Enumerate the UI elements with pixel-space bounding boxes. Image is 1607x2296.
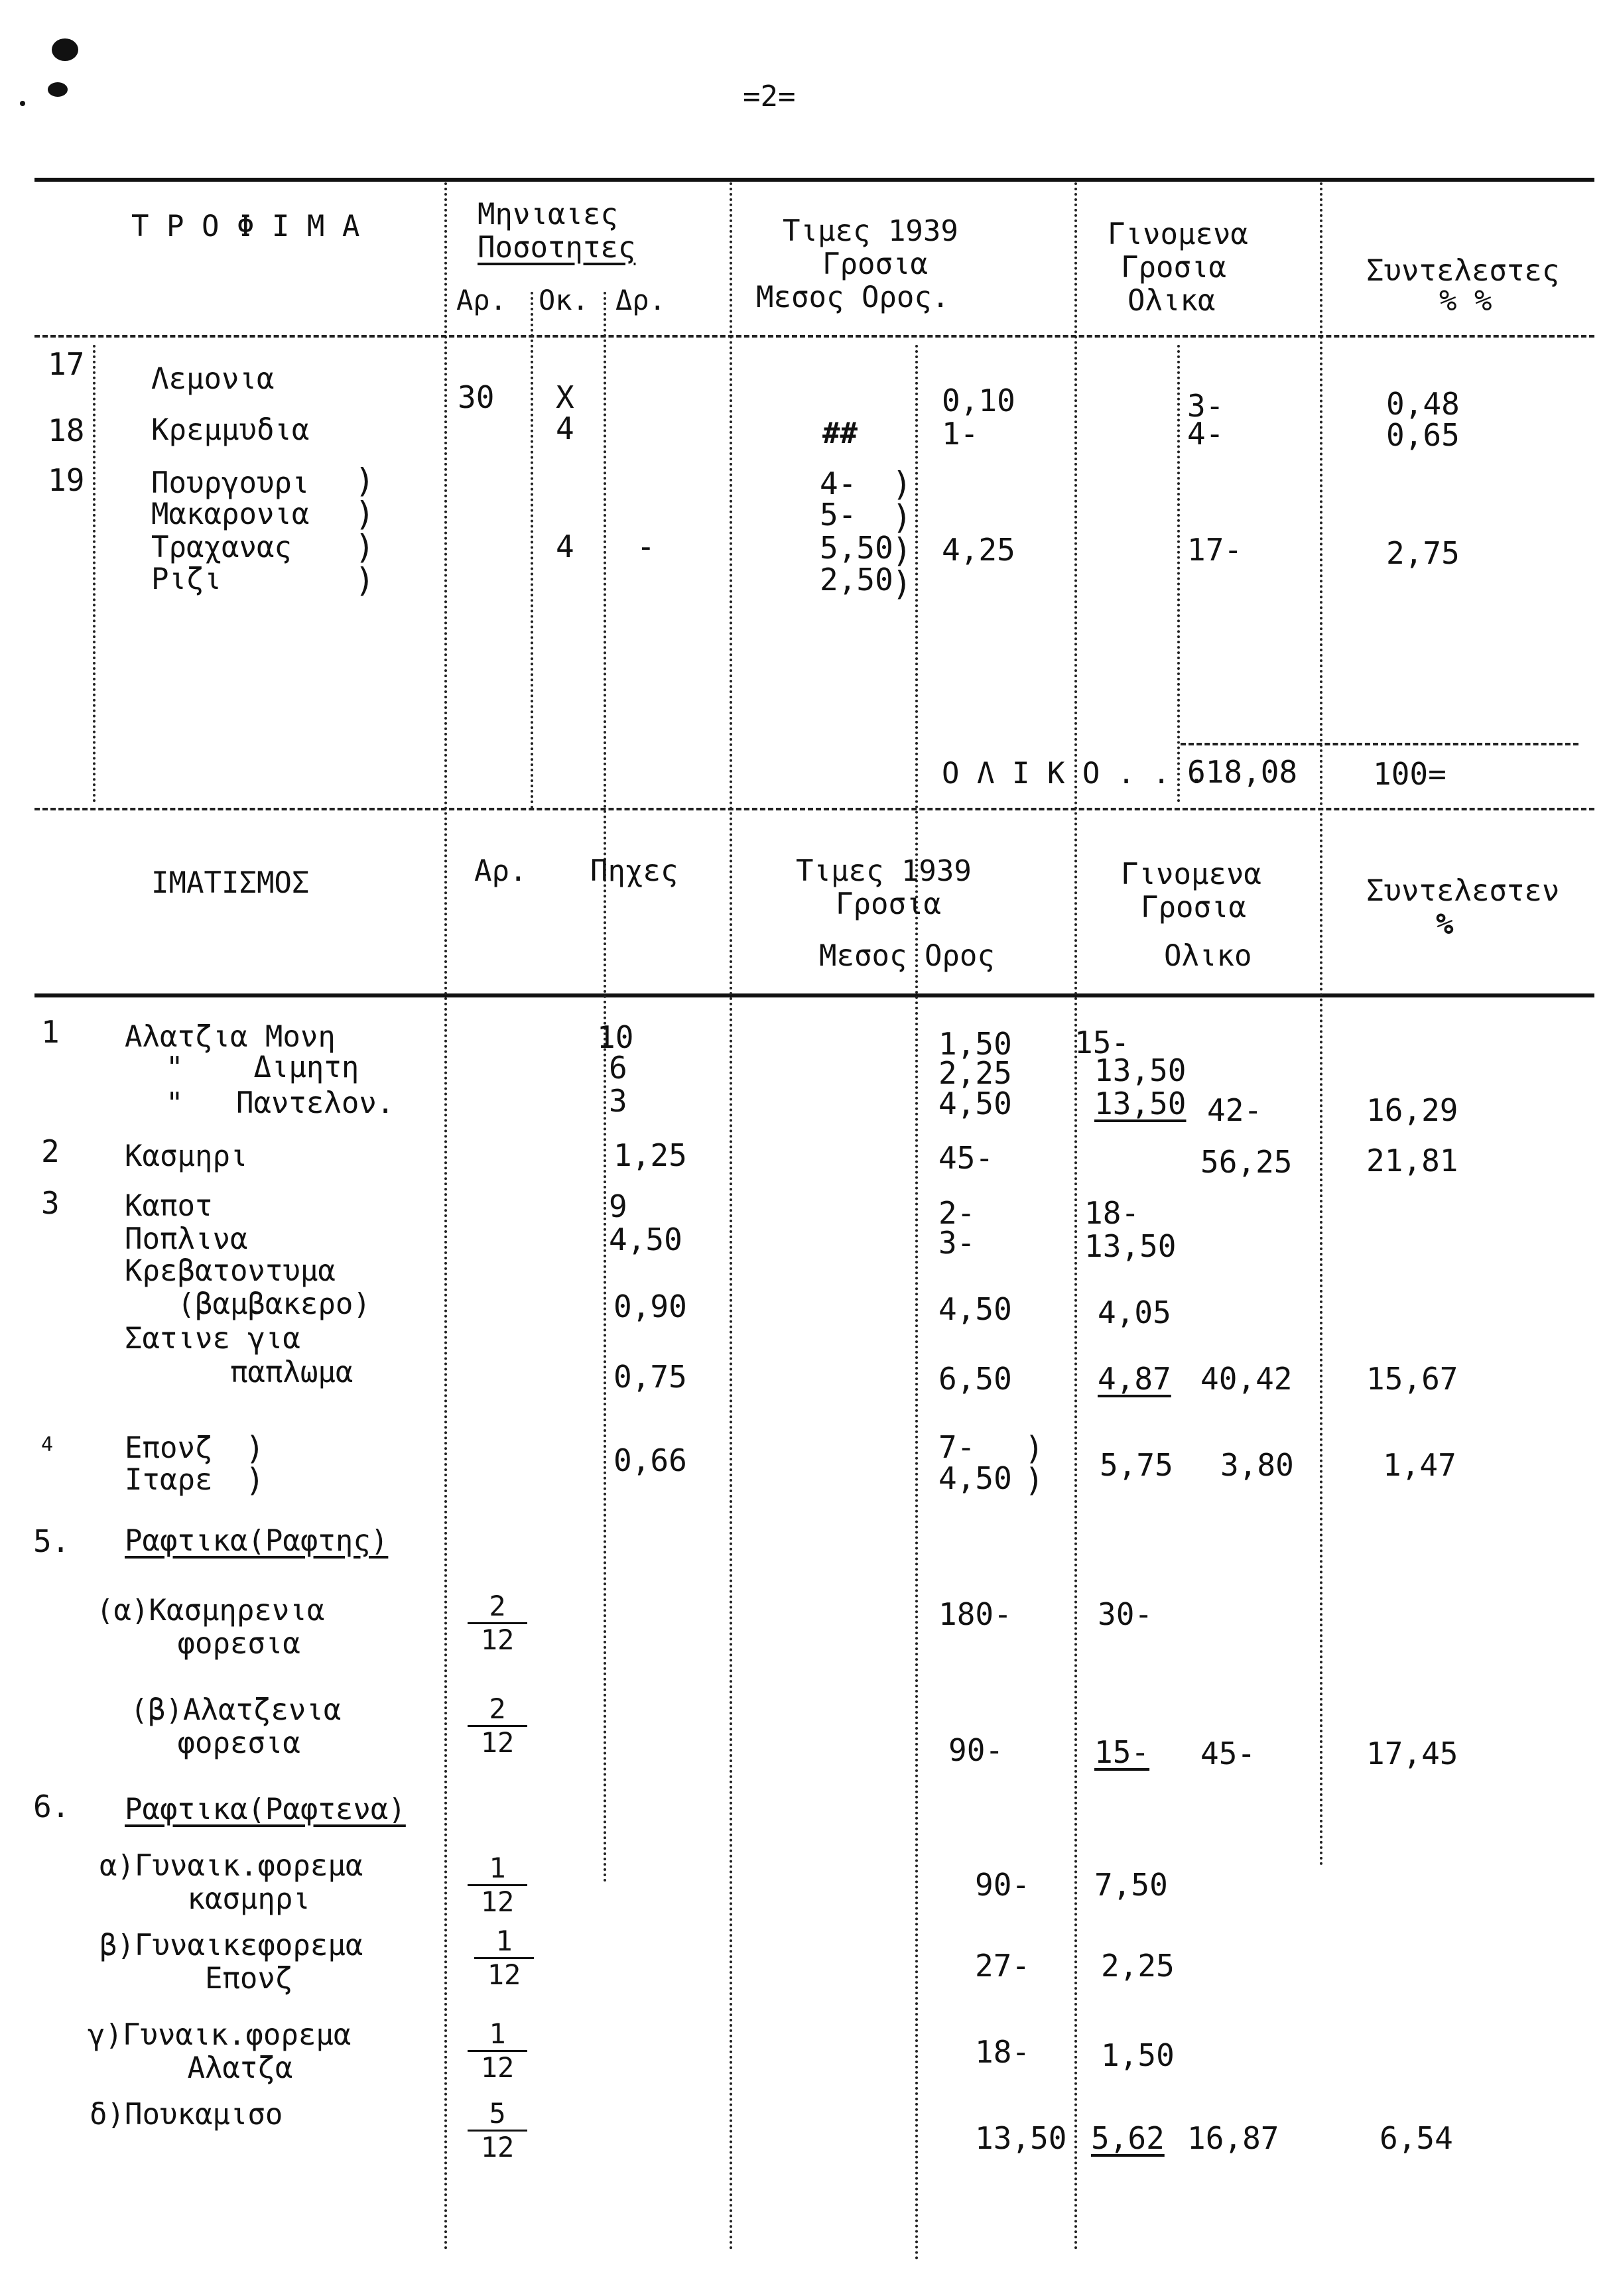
price: 2- xyxy=(938,1195,976,1231)
item-name: Κασμηρι xyxy=(125,1139,248,1173)
brace: ) ) ) ) xyxy=(892,465,913,603)
clothing-results-header: Γροσια xyxy=(1141,891,1246,925)
prices-header: Τιμες 1939 xyxy=(783,214,958,248)
item-name: Ιταρε xyxy=(125,1463,213,1497)
sub-price: 4- xyxy=(820,466,857,501)
item-name: Πουργουρι xyxy=(151,466,310,500)
col-line xyxy=(1074,182,1077,2252)
price: 27- xyxy=(975,1948,1031,1984)
pixes: 0,66 xyxy=(613,1442,687,1478)
results-header: Γροσια xyxy=(1121,251,1226,285)
brace: ) ) ) ) xyxy=(355,462,375,600)
row-number: 19 xyxy=(48,462,85,498)
item-name: Αλατζια Μονη xyxy=(125,1020,336,1054)
product: 15- xyxy=(1094,1734,1150,1770)
clothing-results-header: Ολικο xyxy=(1164,939,1252,973)
qty-ok: X xyxy=(556,379,574,415)
row-number: 1 xyxy=(41,1014,60,1050)
product: 5,75 xyxy=(1100,1447,1173,1483)
price: 6,50 xyxy=(938,1361,1012,1397)
coef: 15,67 xyxy=(1366,1361,1458,1397)
col-line xyxy=(93,345,96,802)
item-name: (β)Αλατζενια xyxy=(113,1693,342,1727)
price: 4,50 xyxy=(938,1086,1012,1121)
item-name: " Διμητη xyxy=(166,1051,359,1084)
clothing-results-header: Γινομενα xyxy=(1121,858,1261,891)
product: 13,50 xyxy=(1094,1086,1187,1121)
item-name: κασμηρι xyxy=(99,1882,310,1916)
result-total: 17- xyxy=(1187,532,1243,568)
coef: 2,75 xyxy=(1386,535,1460,571)
item-name: Λεμονια xyxy=(151,362,275,396)
price-avg: 4,25 xyxy=(942,532,1015,568)
item-name: " Παντελον. xyxy=(166,1086,395,1120)
qty-ar: 30 xyxy=(458,379,495,415)
coef: 0,65 xyxy=(1386,417,1460,453)
monthly-header: Ποσοτητες xyxy=(478,231,636,265)
pixes: 0,90 xyxy=(613,1289,687,1324)
col-line xyxy=(1320,182,1322,1867)
fraction-ar: 2 12 xyxy=(468,1592,527,1655)
prices-header: Γροσια xyxy=(822,247,928,281)
item-name: Μακαρονια xyxy=(151,497,310,531)
col-line xyxy=(531,292,533,809)
pixes: 9 xyxy=(609,1188,627,1224)
price-avg: 0,10 xyxy=(942,383,1015,418)
prices-header: Μεσος Ορος. xyxy=(756,281,950,314)
col-line xyxy=(1177,345,1180,802)
item-name: Κρεμμυδια xyxy=(151,413,310,447)
price: 45- xyxy=(938,1140,994,1176)
item-name: Ποπλινα xyxy=(125,1222,248,1256)
total-coef: 100= xyxy=(1373,756,1446,792)
clothing-prices-header: Τιμες 1939 xyxy=(796,854,972,888)
price-mark: ## xyxy=(822,416,858,450)
row-total: 45- xyxy=(1200,1736,1256,1771)
product: 13,50 xyxy=(1084,1228,1177,1264)
item-name: παπλωμα xyxy=(125,1356,354,1389)
monthly-header: Μηνιαιες xyxy=(478,198,618,231)
coef-header: Συντελεστες xyxy=(1366,254,1560,288)
section-title: Ραφτικα(Ραφτενα) xyxy=(125,1793,406,1826)
sub-price: 5- xyxy=(820,497,857,533)
product: 13,50 xyxy=(1094,1052,1187,1088)
coef: 17,45 xyxy=(1366,1736,1458,1771)
section-title: Ραφτικα(Ραφτης) xyxy=(125,1524,389,1558)
coef-header: % % xyxy=(1439,284,1492,318)
price: 3- xyxy=(938,1225,976,1261)
item-name: γ)Γυναικ.φορεμα xyxy=(88,2018,352,2052)
row-total: 3,80 xyxy=(1220,1447,1294,1483)
result-total: 4- xyxy=(1187,416,1224,452)
brace: ) ) xyxy=(1025,1430,1044,1499)
fraction-ar: 2 12 xyxy=(468,1694,527,1757)
unit-ok: Οκ. xyxy=(539,284,589,316)
item-name: Επονζ xyxy=(125,1431,213,1465)
col-line xyxy=(730,182,732,2252)
row-number: 4 xyxy=(41,1433,54,1456)
qty-ok: 4 xyxy=(556,529,574,564)
product: 2,25 xyxy=(1101,1948,1175,1984)
row-number: 6. xyxy=(33,1789,70,1824)
item-name: Τραχανας xyxy=(151,531,292,564)
item-name: φορεσια xyxy=(125,1726,300,1760)
coef: 1,47 xyxy=(1383,1447,1456,1483)
clothing-prices-header: Γροσια xyxy=(836,887,941,921)
pixes: 1,25 xyxy=(613,1137,687,1173)
price-avg: 1- xyxy=(942,416,979,452)
item-name: α)Γυναικ.φορεμα xyxy=(99,1849,363,1883)
price: 2,25 xyxy=(938,1055,1012,1091)
item-name: Σατινε για xyxy=(125,1322,300,1356)
product: 5,62 xyxy=(1091,2120,1165,2156)
total-label: Ο Λ Ι Κ Ο . . . xyxy=(942,757,1206,791)
item-name: Επονζ xyxy=(99,1962,293,1996)
price: 1,50 xyxy=(938,1026,1012,1062)
fraction-ar: 1 12 xyxy=(474,1927,534,1990)
price: 90- xyxy=(975,1867,1031,1903)
pixes: 3 xyxy=(609,1083,627,1119)
product: 18- xyxy=(1084,1195,1140,1231)
price: 4,50 xyxy=(938,1460,1012,1496)
fraction-ar: 1 12 xyxy=(468,1854,527,1917)
fraction-ar: 1 12 xyxy=(468,2019,527,2082)
rule-header-clothing xyxy=(34,993,1594,997)
item-name: β)Γυναικεφορεμα xyxy=(99,1929,363,1962)
clothing-title: ΙΜΑΤΙΣΜΟΣ xyxy=(151,866,310,900)
sub-price: 5,50 xyxy=(820,530,893,566)
coef: 16,29 xyxy=(1366,1092,1458,1128)
pixes-header: Πηχες xyxy=(590,854,678,888)
product: 4,05 xyxy=(1098,1295,1171,1330)
product: 30- xyxy=(1098,1596,1153,1632)
col-line xyxy=(604,292,606,1883)
qty-dr: - xyxy=(637,529,655,564)
brace: ) ) xyxy=(245,1430,265,1499)
price: 4,50 xyxy=(938,1291,1012,1327)
row-number: 18 xyxy=(48,413,85,448)
row-total: 56,25 xyxy=(1200,1144,1293,1180)
clothing-prices-header: Μεσος Ορος xyxy=(819,939,995,973)
coef: 21,81 xyxy=(1366,1143,1458,1179)
col-line xyxy=(915,345,918,2262)
clothing-ar-header: Αρ. xyxy=(474,854,527,888)
row-total: 42- xyxy=(1207,1092,1263,1128)
results-header: Ολικα xyxy=(1127,284,1216,318)
total-value: 618,08 xyxy=(1187,754,1298,790)
product: 15- xyxy=(1074,1025,1130,1060)
unit-ar: Αρ. xyxy=(456,284,507,316)
clothing-coef-header: Συντελεστεν xyxy=(1366,874,1560,908)
product: 1,50 xyxy=(1101,2037,1175,2073)
qty-ok: 4 xyxy=(556,411,574,446)
item-name: δ)Πουκαμισο xyxy=(90,2098,283,2132)
item-name: Αλατζα xyxy=(99,2051,293,2085)
results-header: Γινομενα xyxy=(1108,218,1248,251)
row-number: 5. xyxy=(33,1523,70,1559)
col-line xyxy=(444,182,447,2252)
rule-header-food xyxy=(34,335,1594,338)
price: 90- xyxy=(948,1732,1004,1768)
sub-price: 2,50 xyxy=(820,562,893,598)
rule-food-end xyxy=(34,808,1594,810)
product: 7,50 xyxy=(1094,1867,1168,1903)
item-name: Ριζι xyxy=(151,562,222,596)
row-number: 17 xyxy=(48,346,85,382)
item-name: Καποτ xyxy=(125,1189,213,1223)
product: 4,87 xyxy=(1098,1361,1171,1397)
pixes: 4,50 xyxy=(609,1222,682,1257)
coef: 0,48 xyxy=(1386,386,1460,422)
price: 13,50 xyxy=(975,2120,1067,2156)
page-number: =2= xyxy=(743,80,796,113)
pixes: 0,75 xyxy=(613,1359,687,1395)
item-name: (α)Κασμηρενια xyxy=(96,1594,325,1627)
food-title: Τ Ρ Ο Φ Ι Μ Α xyxy=(131,210,360,243)
item-name: φορεσια xyxy=(125,1627,300,1661)
clothing-coef-header: % xyxy=(1436,907,1454,941)
item-name: (βαμβακερο) xyxy=(125,1287,371,1321)
row-total: 40,42 xyxy=(1200,1361,1293,1397)
row-number: 3 xyxy=(41,1185,60,1221)
unit-dr: Δρ. xyxy=(615,284,666,316)
ink-speck xyxy=(48,82,68,97)
item-name: Κρεβατοντυμα xyxy=(125,1254,336,1288)
row-number: 2 xyxy=(41,1133,60,1169)
rule-top xyxy=(34,178,1594,182)
ink-speck xyxy=(20,101,25,106)
rule-total-top xyxy=(1181,743,1578,745)
price: 7- xyxy=(938,1429,976,1465)
pixes: 6 xyxy=(609,1050,627,1086)
ink-speck xyxy=(52,38,78,61)
price: 18- xyxy=(975,2034,1031,2070)
pixes: 10 xyxy=(597,1019,634,1055)
price: 180- xyxy=(938,1596,1012,1632)
coef: 6,54 xyxy=(1380,2120,1453,2156)
result-total: 3- xyxy=(1187,388,1224,424)
row-total: 16,87 xyxy=(1187,2120,1279,2156)
fraction-ar: 5 12 xyxy=(468,2099,527,2162)
